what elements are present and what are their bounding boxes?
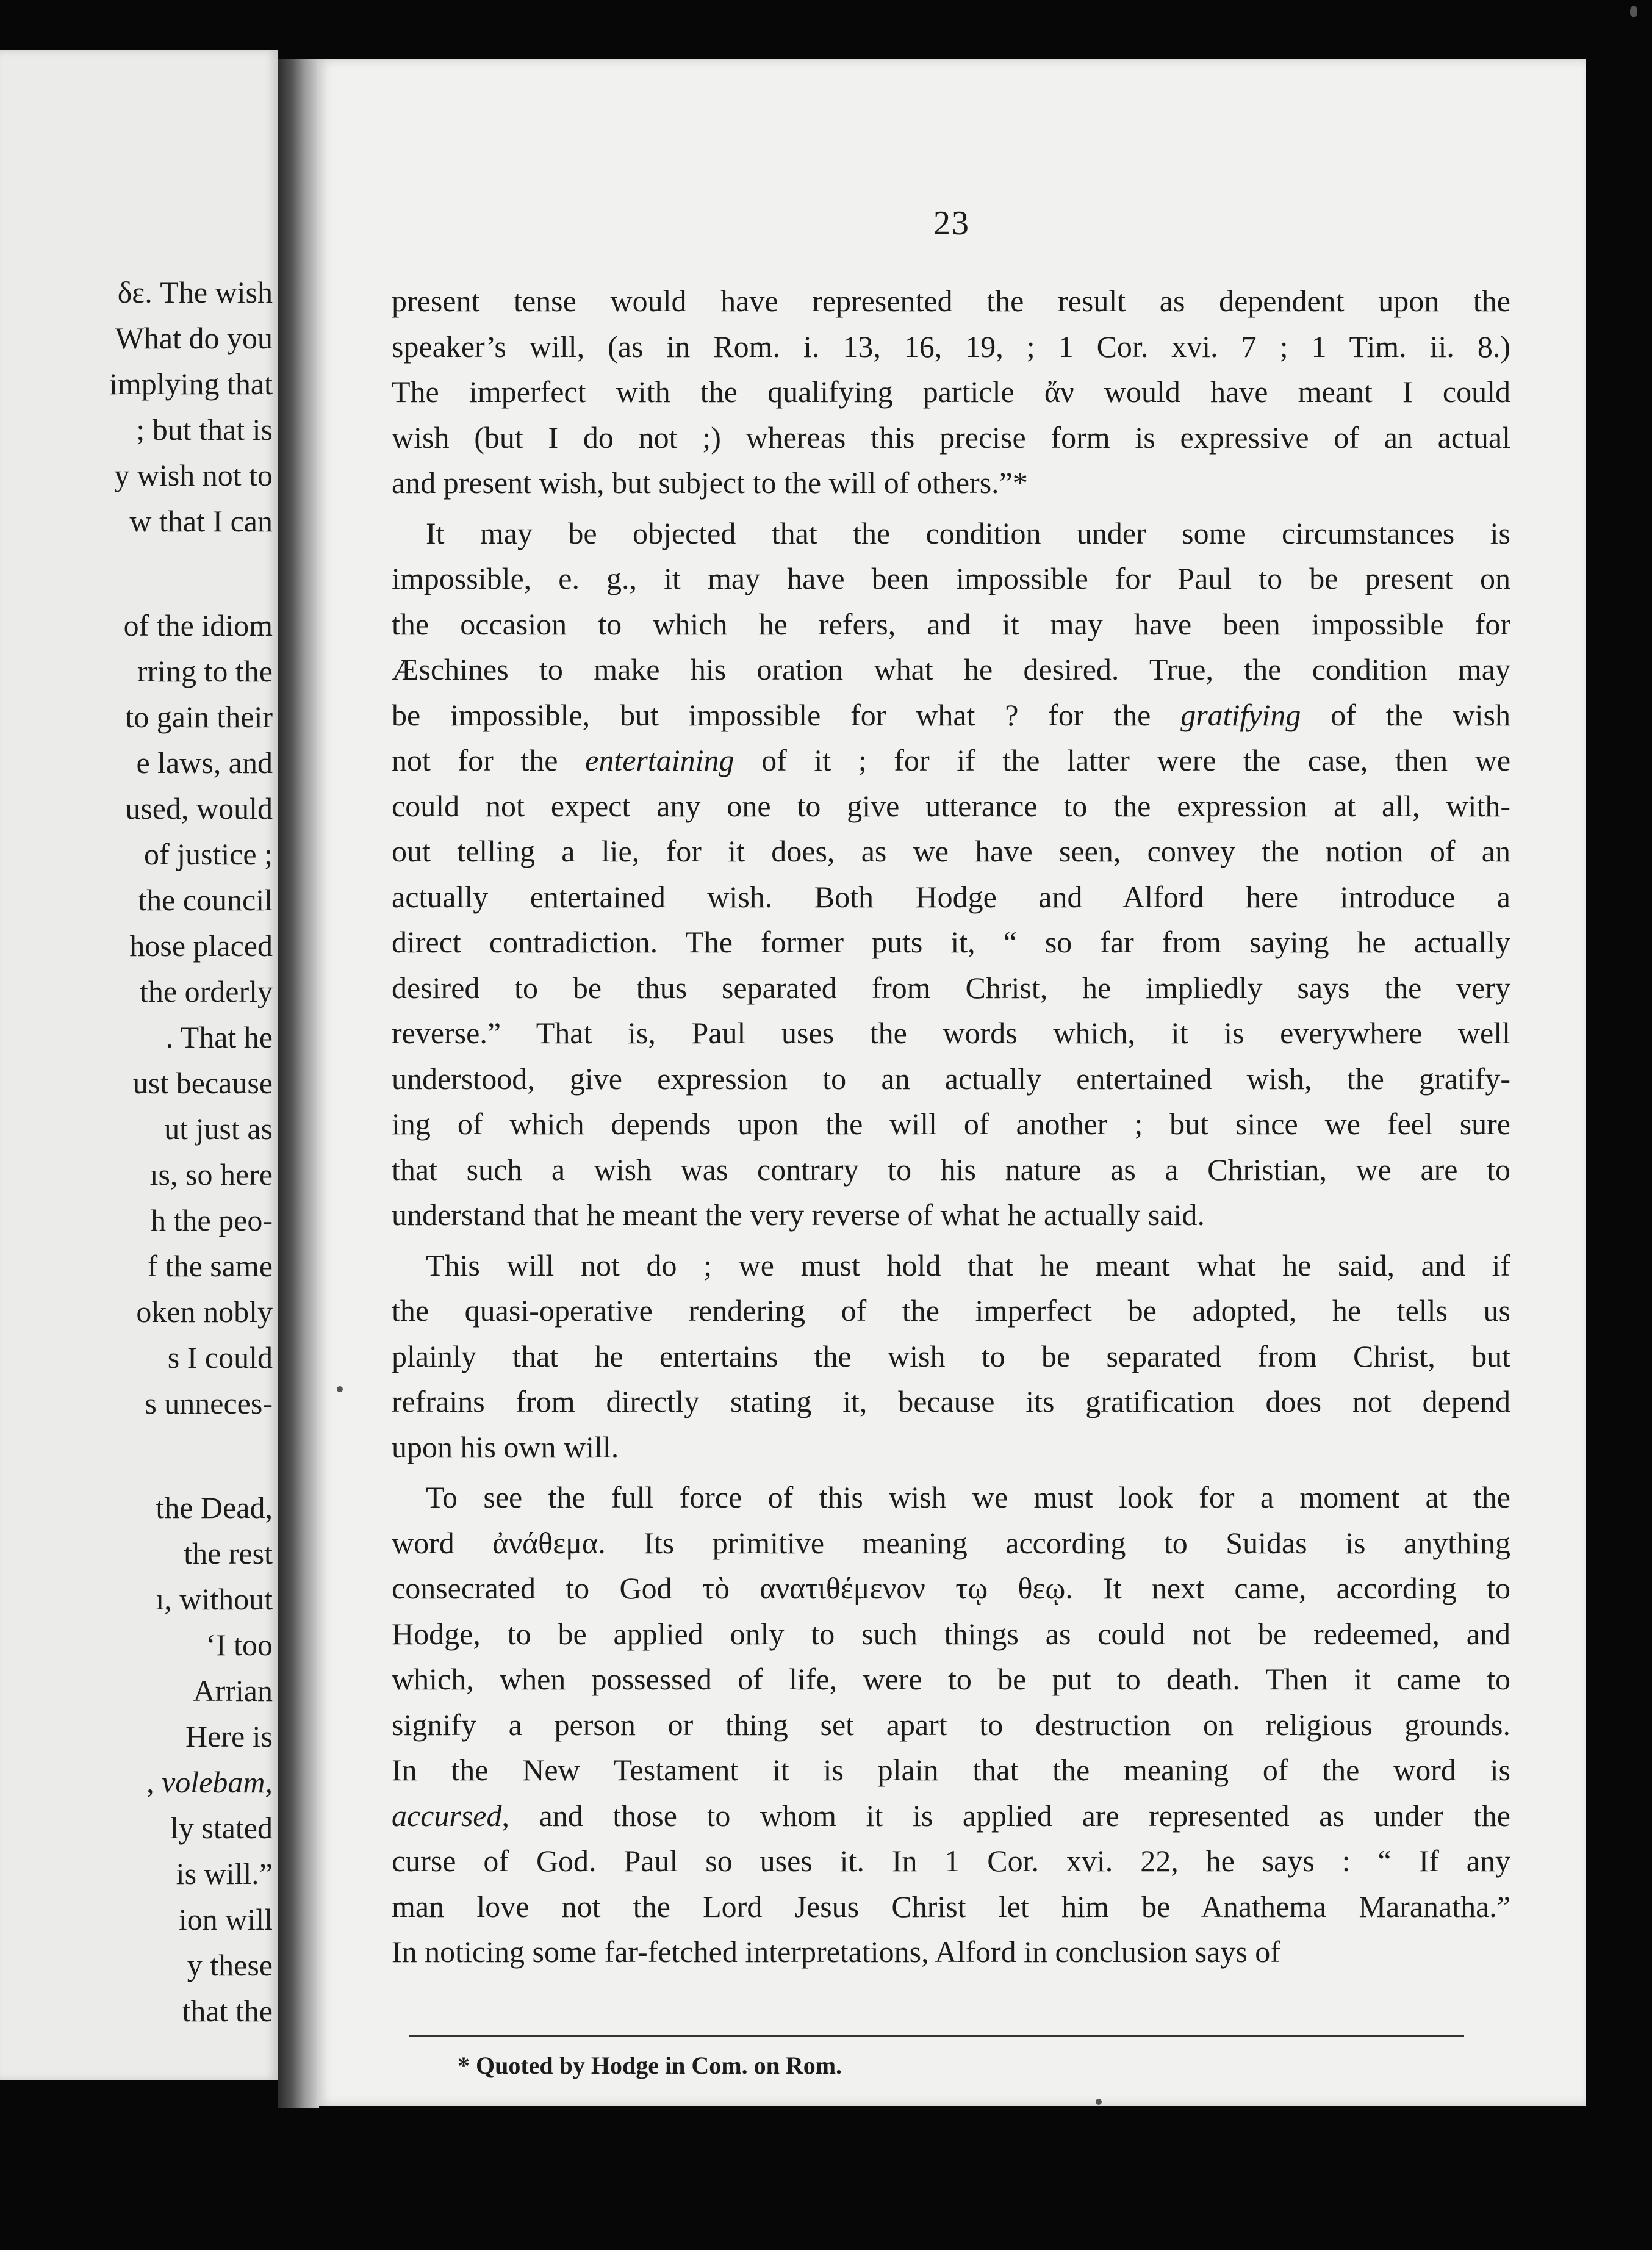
facing-page-line: w that I can [129, 504, 273, 538]
body-line: accursed, and those to whom it is applied are represented as under the [392, 1798, 1510, 1833]
facing-page-line: ut just as [164, 1112, 273, 1146]
speck [1096, 2099, 1102, 2105]
facing-page-line: implying that [109, 367, 273, 401]
facing-page-text [10, 270, 273, 2034]
body-line: out telling a lie, for it does, as we have seen, convey the notion of an [392, 834, 1510, 868]
body-line: To see the full force of this wish we must look for a moment at the [426, 1480, 1510, 1514]
facing-page-line [10, 1426, 273, 1485]
body-line: In the New Testament it is plain that the meaning of the word is [392, 1753, 1510, 1787]
body-line: Hodge, to be applied only to such things as could not be redeemed, and [392, 1616, 1510, 1651]
facing-page-line: ı, without [156, 1582, 273, 1616]
facing-page-line: ; but that is [136, 412, 273, 447]
facing-page-line: rring to the [137, 654, 273, 688]
facing-page-line: ust because [132, 1066, 273, 1100]
facing-page-line: that the [182, 1994, 273, 2028]
facing-page-line: δε. The wish [117, 275, 273, 309]
body-line: signify a person or thing set apart to destruction on religious grounds. [392, 1707, 1510, 1742]
facing-page-line: Here is [185, 1719, 273, 1753]
facing-page-line: ‘I too [206, 1628, 273, 1662]
body-line: word ἀνάθεμα. Its primitive meaning according to Suidas is anything [392, 1525, 1510, 1560]
facing-page-line: f the same [147, 1249, 273, 1283]
facing-page-line: the Dead, [156, 1490, 273, 1525]
body-line: The imperfect with the qualifying particle ἄν would have meant I could [392, 375, 1510, 409]
facing-page-line: of justice ; [143, 837, 273, 871]
facing-page-line: y wish not to [114, 458, 273, 492]
body-line: curse of God. Paul so uses it. In 1 Cor. xvi. 22, he says : “ If any [392, 1844, 1510, 1878]
italic-word: accursed [392, 1798, 502, 1833]
book-page [317, 59, 1586, 2106]
facing-page [0, 50, 278, 2080]
body-line: present tense would have represented the result as dependent upon the [392, 284, 1510, 318]
footnote: * Quoted by Hodge in Com. on Rom. [458, 2052, 842, 2079]
body-line: ing of which depends upon the will of another ; but since we feel sure [392, 1107, 1510, 1141]
body-line: that such a wish was contrary to his nature as a Christian, we are to [392, 1152, 1510, 1187]
facing-page-line: What do you [115, 321, 273, 355]
body-line: upon his own will. [392, 1429, 619, 1464]
body-line: understood, give expression to an actually entertained wish, the gratify- [392, 1061, 1510, 1096]
facing-page-line: used, would [125, 791, 273, 825]
facing-page-line: ly stated [170, 1811, 273, 1845]
body-line: It may be objected that the condition under some circumstances is [426, 516, 1510, 550]
corner-mark [1630, 6, 1637, 17]
facing-page-line: e laws, and [136, 746, 273, 780]
body-line: which, when possessed of life, were to be put to death. Then it came to [392, 1662, 1510, 1696]
italic-word: entertaining [585, 743, 734, 777]
facing-page-line: s unneces- [145, 1386, 273, 1420]
facing-page-line: ıs, so here [149, 1157, 273, 1191]
body-line: not for the entertaining of it ; for if the latter were the case, then we [392, 743, 1510, 777]
facing-page-line: to gain their [125, 700, 273, 734]
body-line: This will not do ; we must hold that he meant what he said, and if [426, 1248, 1510, 1282]
facing-page-line: the rest [184, 1536, 273, 1570]
facing-page-line: s I could [167, 1340, 273, 1375]
body-line: wish (but I do not ;) whereas this precise form is expressive of an actual [392, 420, 1510, 455]
body-line: direct contradiction. The former puts it, “ so far from saying he actually [392, 925, 1510, 959]
body-line: and present wish, but subject to the will of others.”* [392, 465, 1028, 500]
footnote-rule [409, 2035, 1464, 2037]
body-line: impossible, e. g., it may have been impossible for Paul to be present on [392, 561, 1510, 595]
facing-page-line: is will.” [176, 1856, 273, 1891]
body-line: the occasion to which he refers, and it may have been impossible for [392, 606, 1510, 641]
body-line: be impossible, but impossible for what ? for the gratifying of the wish [392, 697, 1510, 732]
facing-page-line: the council [138, 883, 273, 917]
body-line: man love not the Lord Jesus Christ let him be Anathema Maranatha.” [392, 1889, 1510, 1924]
body-line: reverse.” That is, Paul uses the words which, it is everywhere well [392, 1016, 1510, 1050]
facing-page-line [10, 544, 273, 603]
speck [337, 1386, 343, 1392]
binding-gutter [278, 59, 319, 2108]
facing-page-line: the orderly [140, 974, 273, 1008]
body-line: could not expect any one to give utterance to the expression at all, with- [392, 788, 1510, 823]
body-line: understand that he meant the very reverse of what he actually said. [392, 1198, 1205, 1232]
facing-page-line: , volebam, [146, 1765, 273, 1799]
body-line: the quasi-operative rendering of the imperfect be adopted, he tells us [392, 1293, 1510, 1328]
italic-word: volebam, [162, 1765, 273, 1799]
body-line: speaker’s will, (as in Rom. i. 13, 16, 19, ; 1 Cor. xvi. 7 ; 1 Tim. ii. 8.) [392, 329, 1510, 364]
body-line: desired to be thus separated from Christ, he impliedly says the very [392, 970, 1510, 1005]
body-line: actually entertained wish. Both Hodge and Alford here introduce a [392, 879, 1510, 914]
body-line: In noticing some far-fetched interpretations, Alford in conclusion says of [392, 1935, 1280, 1969]
page-number: 23 [933, 204, 970, 242]
body-line: refrains from directly stating it, because its gratification does not depend [392, 1384, 1510, 1418]
page-body [392, 278, 1510, 1975]
facing-page-line: hose placed [129, 929, 273, 963]
facing-page-line: . That he [165, 1020, 273, 1054]
facing-page-line: Arrian [193, 1673, 273, 1708]
facing-page-line: oken nobly [136, 1295, 273, 1329]
body-line: Æschines to make his oration what he desired. True, the condition may [392, 652, 1510, 686]
facing-page-line: y these [187, 1948, 273, 1982]
body-line: plainly that he entertains the wish to be separated from Christ, but [392, 1339, 1510, 1373]
facing-page-line: h the peo- [151, 1203, 273, 1237]
body-line: consecrated to God τὸ ανατιθέμενον τῳ θεῳ. It next came, according to [392, 1571, 1510, 1605]
italic-word: gratifying [1180, 697, 1301, 732]
facing-page-line: of the idiom [123, 608, 273, 642]
facing-page-line: ion will [178, 1902, 273, 1936]
